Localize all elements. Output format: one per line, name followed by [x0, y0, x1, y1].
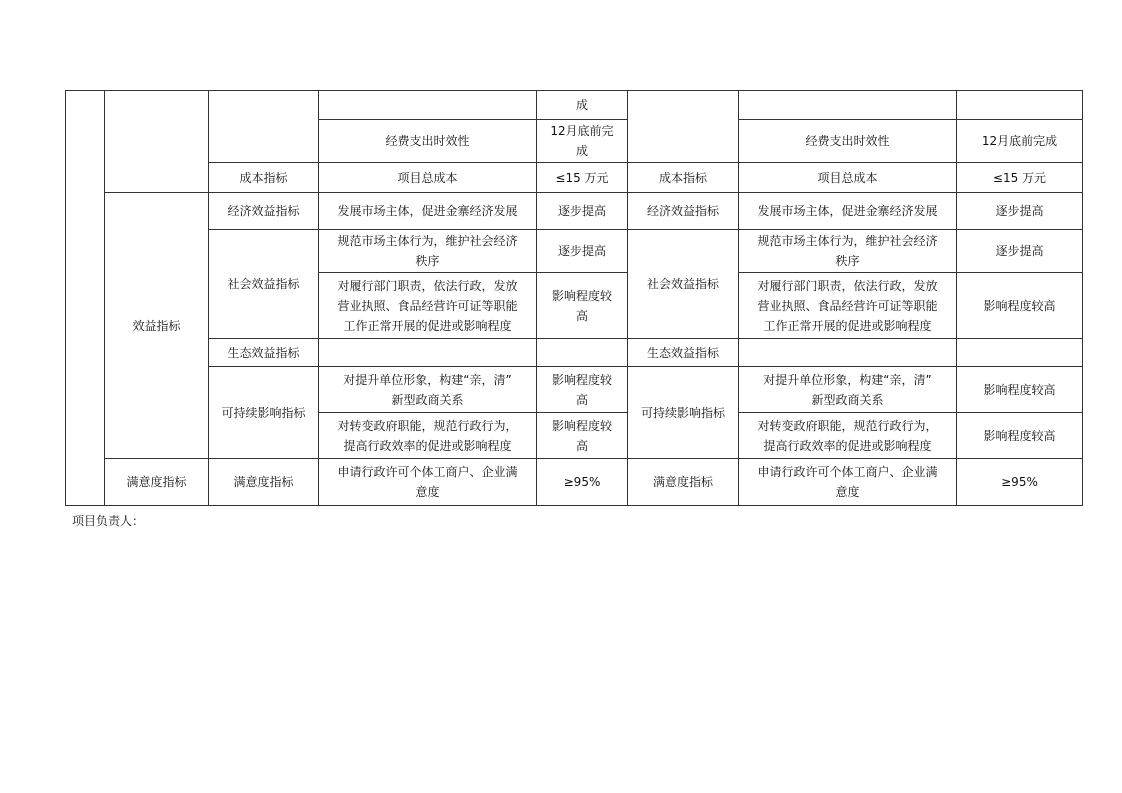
table-cell: 申请行政许可个体工商户、企业满 意度 [739, 459, 957, 506]
table-cell [957, 91, 1083, 120]
table-row [66, 193, 1083, 230]
table-cell: 申请行政许可个体工商户、企业满 意度 [319, 459, 537, 506]
table-cell: 项目总成本 [319, 163, 537, 193]
table-cell: 对提升单位形象，构建“亲，清” 新型政商关系 [319, 367, 537, 413]
table-row [66, 163, 1083, 193]
table-cell: 逐步提高 [537, 230, 628, 273]
table-cell: 影响程度较高 [957, 413, 1083, 459]
table-cell [537, 339, 628, 367]
table-cell: 可持续影响指标 [628, 367, 739, 459]
table-cell: 影响程度较 高 [537, 413, 628, 459]
table-cell: 逐步提高 [957, 193, 1083, 230]
table-cell: 经费支出时效性 [319, 120, 537, 163]
table-cell: 对转变政府职能，规范行政行为， 提高行政效率的促进或影响程度 [319, 413, 537, 459]
table-cell: 成本指标 [628, 163, 739, 193]
table-cell: ≤15 万元 [537, 163, 628, 193]
table-cell: 经济效益指标 [628, 193, 739, 230]
table-cell: 满意度指标 [628, 459, 739, 506]
table-cell: 发展市场主体，促进金寨经济发展 [319, 193, 537, 230]
table-cell: 对履行部门职责，依法行政，发放 营业执照、食品经营许可证等职能 工作正常开展的促进或影响程度 [739, 273, 957, 339]
table-row [66, 459, 1083, 506]
table-cell: 对提升单位形象，构建“亲，清” 新型政商关系 [739, 367, 957, 413]
table-cell: 对履行部门职责，依法行政，发放 营业执照、食品经营许可证等职能 工作正常开展的促进或影响程度 [319, 273, 537, 339]
table-cell: 经济效益指标 [209, 193, 319, 230]
table-cell: 效益指标 [105, 193, 209, 459]
table-cell [66, 91, 105, 506]
table-cell [739, 91, 957, 120]
table-cell: 对转变政府职能，规范行政行为， 提高行政效率的促进或影响程度 [739, 413, 957, 459]
table-cell: 影响程度较高 [957, 273, 1083, 339]
table-cell [319, 339, 537, 367]
table-cell: 12月底前完成 [957, 120, 1083, 163]
table-row [66, 339, 1083, 367]
table-cell: ≥95% [537, 459, 628, 506]
table-cell [209, 91, 319, 163]
table-cell: 逐步提高 [537, 193, 628, 230]
table-cell: 生态效益指标 [209, 339, 319, 367]
table-row [66, 367, 1083, 413]
table-cell [739, 339, 957, 367]
table-cell: 规范市场主体行为，维护社会经济 秩序 [739, 230, 957, 273]
table-cell: 社会效益指标 [628, 230, 739, 339]
table-cell: 成 [537, 91, 628, 120]
table-cell: 影响程度较 高 [537, 367, 628, 413]
table-cell: 影响程度较 高 [537, 273, 628, 339]
project-leader-label: 项目负责人： [72, 514, 145, 528]
table-cell: 可持续影响指标 [209, 367, 319, 459]
table-cell: 生态效益指标 [628, 339, 739, 367]
table-cell: 规范市场主体行为，维护社会经济 秩序 [319, 230, 537, 273]
table-cell [319, 91, 537, 120]
table-cell [105, 91, 209, 193]
table-cell: 满意度指标 [105, 459, 209, 506]
table-cell: 满意度指标 [209, 459, 319, 506]
table-row [66, 91, 1083, 120]
table-cell: ≤15 万元 [957, 163, 1083, 193]
table-cell: ≥95% [957, 459, 1083, 506]
table-cell: 逐步提高 [957, 230, 1083, 273]
table-cell: 社会效益指标 [209, 230, 319, 339]
table-cell: 12月底前完 成 [537, 120, 628, 163]
table-cell: 影响程度较高 [957, 367, 1083, 413]
table-cell: 成本指标 [209, 163, 319, 193]
table-cell [628, 91, 739, 163]
table-cell: 发展市场主体，促进金寨经济发展 [739, 193, 957, 230]
table-row [66, 230, 1083, 273]
table-cell: 项目总成本 [739, 163, 957, 193]
table-cell: 经费支出时效性 [739, 120, 957, 163]
performance-table [65, 90, 1083, 506]
table-cell [957, 339, 1083, 367]
